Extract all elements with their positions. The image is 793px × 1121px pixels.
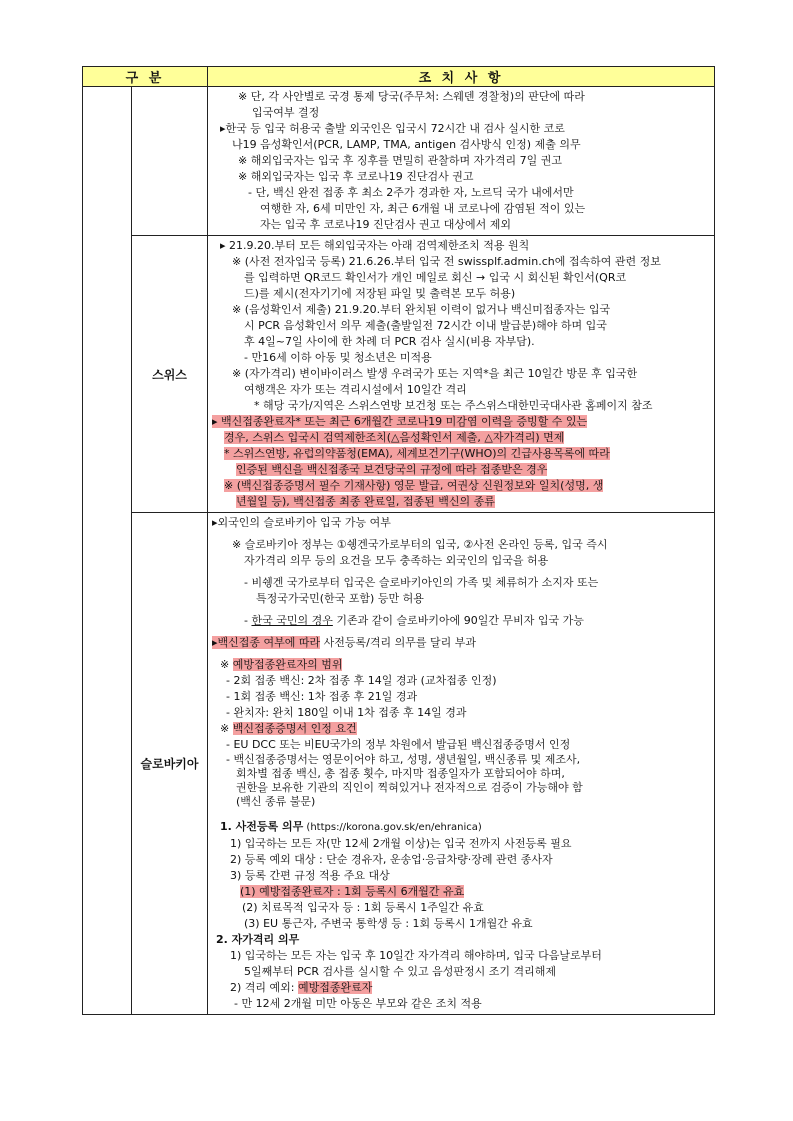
- text-line: 자가격리 의무 등의 요건을 모두 충족하는 외국인의 입국을 허용: [244, 554, 549, 567]
- highlight-text: ▸백신접종 여부에 따라: [212, 636, 321, 649]
- text-line: 를 입력하면 QR코드 확인서가 개인 메일로 회신 → 입국 시 회신된 확인서(QR코: [244, 271, 627, 284]
- text-segment: 사전등록/격리 의무를 달리 부과: [320, 636, 476, 649]
- text-line: ※ (사전 전자입국 등록) 21.6.26.부터 입국 전 swissplf.admin.ch에 접속하여 관련 정보: [232, 255, 661, 268]
- highlight-line: 년월일 등), 백신접종 최종 완료일, 접종된 백신의 종류: [236, 495, 495, 508]
- text-line: (3) EU 통근자, 주변국 통학생 등 : 1회 등록시 1개월간 유효: [244, 917, 533, 930]
- text-line: ▸한국 등 입국 허용국 출발 외국인은 입국시 72시간 내 검사 실시한 코로: [220, 122, 565, 135]
- text-line: ※ (음성확인서 제출) 21.9.20.부터 완치된 이력이 없거나 백신미접종자는 입국: [232, 303, 611, 316]
- slovakia-measures: [208, 513, 715, 1015]
- table-header-row: [83, 67, 715, 87]
- cert-heading: [212, 721, 708, 737]
- text-line: 1) 입국하는 모든 자(만 12세 2개월 이상)는 입국 전까지 사전등록 필요: [230, 837, 572, 850]
- country-slovakia: 슬로바키아: [132, 513, 208, 1015]
- highlight-text: 백신접종증명서 인정 요건: [232, 722, 357, 735]
- region-cell: [83, 87, 132, 1015]
- sweden-measures: [208, 87, 715, 236]
- text-line: ※ 단, 각 사안별로 국경 통제 당국(주무처: 스웨덴 경찰청)의 판단에 따라: [238, 90, 585, 103]
- text-line: - 비쉥겐 국가로부터 입국은 슬로바키아인의 가족 및 체류허가 소지자 또는: [244, 576, 599, 589]
- text-line: 자는 입국 후 코로나19 진단검사 권고 대상에서 제외: [260, 218, 511, 231]
- text-line: 3) 등록 간편 규정 적용 주요 대상: [230, 869, 390, 882]
- text-line: 2) 등록 예외 대상 : 단순 경유자, 운송업·응급차량·장례 관련 종사자: [230, 853, 553, 866]
- range-heading: [212, 657, 708, 673]
- text-line: 드)를 제시(전자기기에 저장된 파일 및 출력본 모두 허용): [244, 287, 516, 300]
- text-line: - 만16세 이하 아동 및 청소년은 미적용: [244, 351, 432, 364]
- text-line: 특정국가국민(한국 포함) 등만 허용: [256, 592, 424, 605]
- isolation-exception-line: [212, 980, 708, 996]
- registration-heading: [212, 819, 708, 836]
- highlight-text: 예방접종완료자: [298, 981, 373, 994]
- header-category: 구 분: [83, 67, 208, 87]
- header-measures: 조 치 사 항: [208, 67, 715, 87]
- text-line: - 백신접종증명서는 영문이어야 하고, 성명, 생년월일, 백신종류 및 제조사,: [226, 753, 581, 766]
- text-line: 회차별 접종 백신, 총 접종 횟수, 마지막 접종일자가 포함되어야 하며,: [236, 767, 565, 780]
- country-cell-empty: [132, 87, 208, 236]
- measures-table: [82, 66, 715, 1015]
- highlight-line: * 스위스연방, 유럽의약품청(EMA), 세계보건기구(WHO)의 긴급사용목록에 따라: [224, 447, 610, 460]
- text-line: - 2회 접종 백신: 2차 접종 후 14일 경과 (교차접종 인정): [226, 674, 497, 687]
- table-row: [83, 513, 715, 1015]
- section-title: 2. 자가격리 의무: [216, 933, 300, 946]
- note-mark: ※: [220, 722, 233, 735]
- vaccine-line: [212, 635, 708, 651]
- highlight-line: ※ (백신접종증명서 필수 기재사항) 영문 발급, 여권상 신원정보와 일치(성명, 생: [224, 479, 604, 492]
- underlined-text: 한국 국민의 경우: [251, 614, 333, 627]
- dash: -: [244, 614, 252, 627]
- text-line: 1) 입국하는 모든 자는 입국 후 10일간 자가격리 해야하며, 입국 다음날로부터: [230, 949, 602, 962]
- section-title: ▸외국인의 슬로바키아 입국 가능 여부: [212, 516, 391, 529]
- highlight-text: (1) 예방접종완료자 : 1회 등록시 6개월간 유효: [240, 885, 465, 898]
- table-row: [83, 236, 715, 513]
- text-line: 시 PCR 음성확인서 의무 제출(출발일전 72시간 이내 발급분)해야 하며 입국: [244, 319, 607, 332]
- country-switzerland: 스위스: [132, 236, 208, 513]
- text-line: - EU DCC 또는 비EU국가의 정부 차원에서 발급된 백신접종증명서 인정: [226, 738, 571, 751]
- section-title: 1. 사전등록 의무: [220, 820, 304, 833]
- text-line: 여행한 자, 6세 미만인 자, 최근 6개월 내 코로나에 감염된 적이 있는: [260, 202, 586, 215]
- text-line: ※ (자가격리) 변이바이러스 발생 우려국가 또는 지역*을 최근 10일간 방문 후 입국한: [232, 367, 638, 380]
- highlight-line: 경우, 스위스 입국시 검역제한조치(△음성확인서 제출, △자가격리) 면제: [224, 431, 565, 444]
- text-line: (백신 종류 불문): [236, 795, 316, 808]
- highlight-text: 예방접종완료자의 범위: [232, 658, 343, 671]
- korea-line: [212, 613, 708, 629]
- text-segment: 기존과 같이 슬로바키아에 90일간 무비자 입국 가능: [332, 614, 584, 627]
- text-line: - 1회 접종 백신: 1차 접종 후 21일 경과: [226, 690, 418, 703]
- text-line: - 완치자: 완치 180일 이내 1차 접종 후 14일 경과: [226, 706, 467, 719]
- registration-url: (https://korona.gov.sk/en/ehranica): [303, 822, 482, 833]
- text-line: * 해당 국가/지역은 스위스연방 보건청 또는 주스위스대한민국대사관 홈페이지 참조: [254, 399, 653, 412]
- text-line: ※ 슬로바키아 정부는 ①쉥겐국가로부터의 입국, ②사전 온라인 등록, 입국 즉시: [232, 538, 608, 551]
- text-line: 나19 음성확인서(PCR, LAMP, TMA, antigen 검사방식 인정) 제출 의무: [232, 138, 581, 151]
- text-line: 권한을 보유한 기관의 직인이 찍혀있거나 전자적으로 검증이 가능해야 함: [236, 781, 583, 794]
- text-line: 후 4일~7일 사이에 한 차례 더 PCR 검사 실시(비용 자부담).: [244, 335, 535, 348]
- text-line: (2) 치료목적 입국자 등 : 1회 등록시 1주일간 유효: [242, 901, 484, 914]
- text-line: 5일째부터 PCR 검사를 실시할 수 있고 음성판정시 조기 격리해제: [244, 965, 556, 978]
- note-mark: ※: [220, 658, 233, 671]
- text-segment: 2) 격리 예외:: [230, 981, 298, 994]
- text-line: ▸ 21.9.20.부터 모든 해외입국자는 아래 검역제한조치 적용 원칙: [220, 239, 530, 252]
- highlight-line: ▸ 백신접종완료자* 또는 최근 6개월간 코로나19 미감염 이력을 증빙할 수 있는: [212, 415, 588, 428]
- table-row: [83, 87, 715, 236]
- text-line: ※ 해외입국자는 입국 후 코로나19 진단검사 권고: [238, 170, 474, 183]
- text-line: ※ 해외입국자는 입국 후 징후를 면밀히 관찰하며 자가격리 7일 권고: [238, 154, 562, 167]
- text-line: 입국여부 결정: [252, 106, 320, 119]
- text-line: 여행객은 자가 또는 격리시설에서 10일간 격리: [244, 383, 467, 396]
- switzerland-measures: [208, 236, 715, 513]
- text-line: - 만 12세 2개월 미만 아동은 부모와 같은 조치 적용: [234, 997, 482, 1010]
- text-line: - 단, 백신 완전 접종 후 최소 2주가 경과한 자, 노르딕 국가 내에서만: [248, 186, 574, 199]
- highlight-line: 인증된 백신을 백신접종국 보건당국의 규정에 따라 접종받은 경우: [236, 463, 548, 476]
